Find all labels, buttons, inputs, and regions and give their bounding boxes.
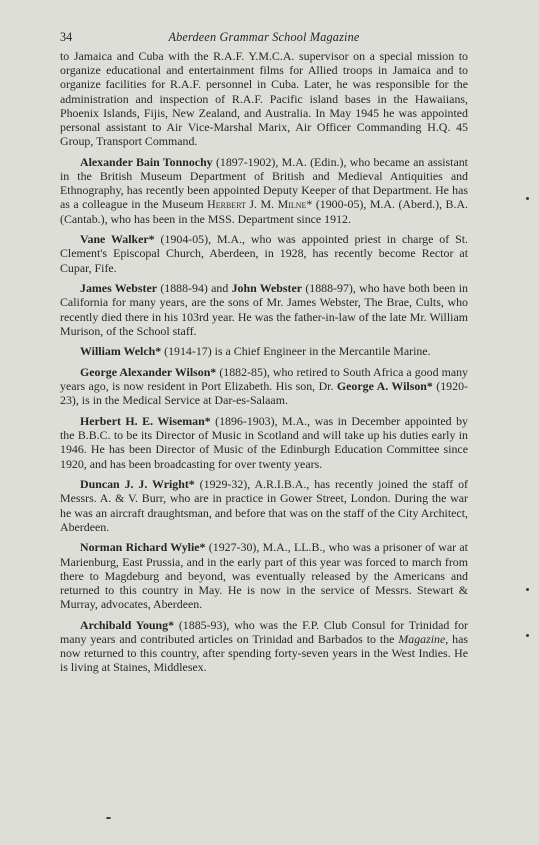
margin-speck [526,634,529,637]
entry-name: William Welch* [80,344,162,359]
entry-name: George Alexander Wilson* [80,365,217,380]
entry-walker: Vane Walker* (1904-05), M.A., who was appointed priest in charge of St. Clement's Episcopal Church, Aberdeen, in 1928, has recently become Rector at Cupar, Fife. [60,232,469,275]
margin-speck [526,588,529,591]
entry-name: Alexander Bain Tonnochy [80,154,213,169]
entry-wylie: Norman Richard Wylie* (1927-30), M.A., LL.B., who was a prisoner of war at Marienburg, East Prussia, and in the early part of this year was forced to march from there to Magdeburg and beyond, was eventually released by the Americans and returned to this country in May. He is now in the service of Messrs. Stewart & Murray, advocates, Aberdeen. [60,540,468,612]
small-caps-name: Herbert J. M. Milne* [207,197,313,212]
italic-magazine: Magazine [398,632,446,647]
entry-name: Norman Richard Wylie* [80,540,206,555]
entry-webster: James Webster (1888-94) and John Webster (1888-97), who have both been in California for many years, are the sons of Mr. James Webster, The Brae, Cults, who recently died there in his 103rd year. He was the father-in-law of the late Mr. William Murison, of the School staff. [60,281,468,338]
paragraph-continuation: to Jamaica and Cuba with the R.A.F. Y.M.C.A. supervisor on a special mission to organize educational and entertainment films for Allied troops in Jamaica and to organize facilities for R.A.F. personnel in Cuba. Later, he was responsible for the administration and inspection of R.A.F. Pacific island bases in the Hawaiians, Phoenix Islands, Fijis, New Zealand, and Australia. In May 1945 he was appointed personal assistant to Air Vice-Marshal Marix, Air Officer Commanding H.Q. 45 Group, Transport Command. [60,49,468,149]
margin-speck [106,817,111,819]
entry-name: George A. Wilson* [336,379,433,394]
entry-young: Archibald Young* (1885-93), who was the F.P. Club Consul for Trinidad for many years and contributed articles on Trinidad and Barbados to the Magazine, has now returned to this country, after spending forty-seven years in the West Indies. He is living at Staines, Middlesex. [60,617,468,675]
journal-title: Aberdeen Grammar School Magazine [168,30,360,44]
entry-name: James Webster [80,281,158,296]
body-text [60,49,468,681]
entry-wilson: George Alexander Wilson* (1882-85), who retired to South Africa a good many years ago, is now resident in Port Elizabeth. His son, Dr. George A. Wilson* (1920-23), is in the Medical Service at Dar-es-Salaam. [60,365,469,408]
entry-welch: William Welch* (1914-17) is a Chief Engineer in the Mercantile Marine. [80,344,431,359]
margin-speck [526,197,529,200]
running-head [60,28,468,46]
entry-tonnochy: Alexander Bain Tonnochy (1897-1902), M.A. (Edin.), who became an assistant in the British Museum Department of British and Medieval Antiquities and Ethnography, has recently been appointed Deputy Keeper of that Department. He has as a colleague in the Museum Herbert J. M. Milne* (1900-05), M.A. (Aberd.), B.A. (Cantab.), who has been in the MSS. Department since 1912. [60,154,469,226]
entry-name: Archibald Young* [80,617,175,632]
entry-wright: Duncan J. J. Wright* (1929-32), A.R.I.B.A., has recently joined the staff of Messrs. A. & V. Burr, who are in practice in Gower Street, London. During the war he was an aircraft draughtsman, and before that was on the staff of the City Architect, Aberdeen. [60,477,468,534]
entry-name: John Webster [231,281,303,296]
entry-name: Herbert H. E. Wiseman* [80,414,211,429]
entry-name: Duncan J. J. Wright* [80,477,195,492]
entry-wiseman: Herbert H. E. Wiseman* (1896-1903), M.A., was in December appointed by the B.B.C. to be its Director of Music in Scotland and will take up his duties early in 1946. He has been Director of Music of the Edinburgh Education Committee since 1920, and has been broadcasting for over twenty years. [60,414,468,471]
entry-name: Vane Walker* [80,232,155,247]
page-number: 34 [60,30,73,44]
